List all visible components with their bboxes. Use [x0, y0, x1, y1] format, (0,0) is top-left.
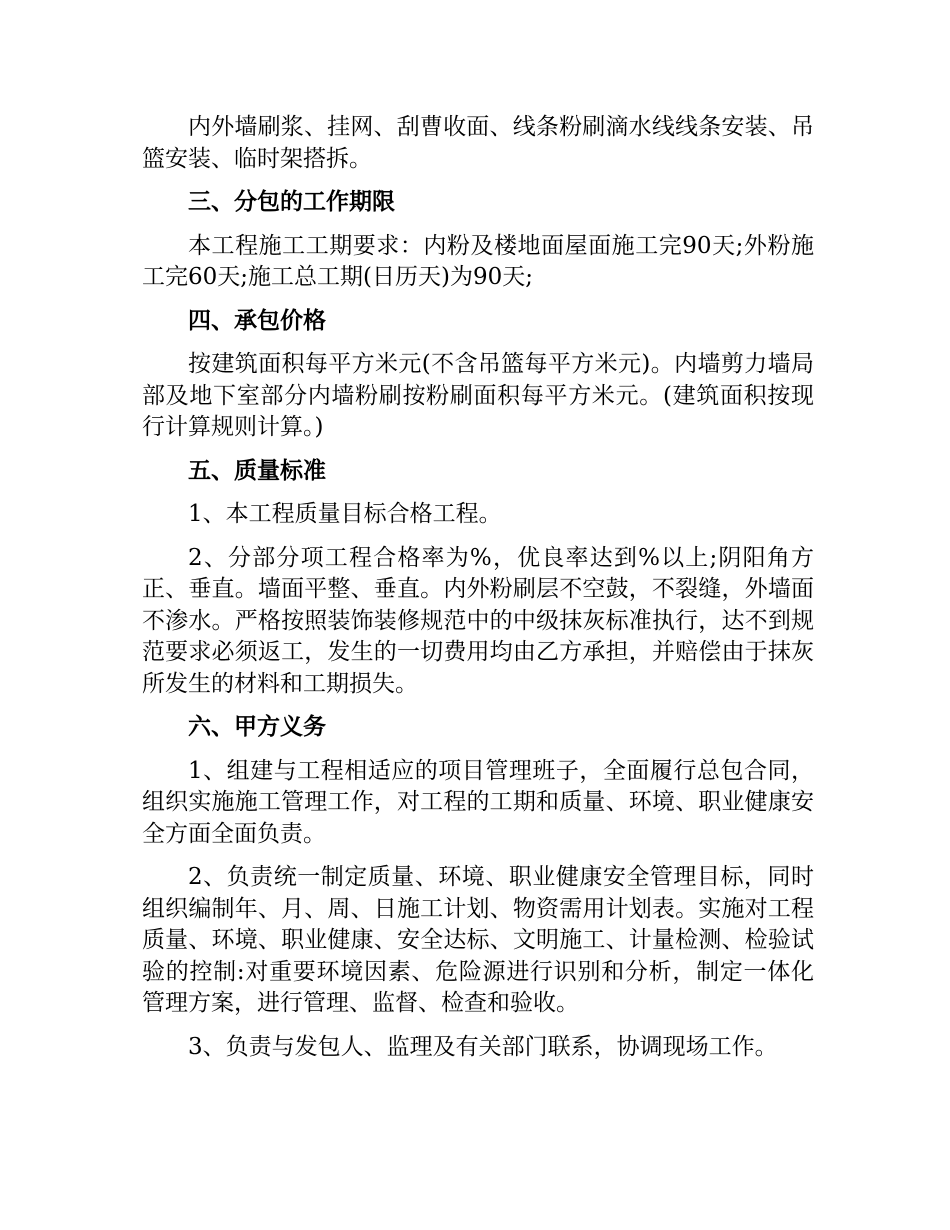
paragraph-quality-1: 1、本工程质量目标合格工程。: [188, 501, 502, 527]
heading-section-4: 四、承包价格: [188, 307, 326, 334]
paragraph-duty-1: 1、组建与工程相适应的项目管理班子，全面履行总包合同，组织实施施工管理工作，对工程的工期和质量、环境、职业健康安全方面全面负责。: [142, 757, 814, 847]
paragraph-duty-2: 2、负责统一制定质量、环境、职业健康安全管理目标，同时组织编制年、月、周、日施工计划、物资需用计划表。实施对工程质量、环境、职业健康、安全达标、文明施工、计量检测、检验试验的控制:对重要环境因素、危险源进行识别和分析，制定一体化管理方案，进行管理、监督、检查和验收。: [142, 864, 814, 1016]
paragraph-duty-3: 3、负责与发包人、监理及有关部门联系，协调现场工作。: [188, 1033, 778, 1060]
paragraph-quality-2: 2、分部分项工程合格率为%，优良率达到%以上;阴阳角方正、垂直。墙面平整、垂直。内外粉刷层不空鼓，不裂缝，外墙面不渗水。严格按照装饰装修规范中的中级抹灰标准执行，达不到规范要求必须返工，发生的一切费用均由乙方承担，并赔偿由于抹灰所发生的材料和工期损失。: [142, 544, 814, 697]
heading-section-3: 三、分包的工作期限: [188, 189, 395, 215]
paragraph-plastering-scope: 内外墙刷浆、挂网、刮曹收面、线条粉刷滴水线线条安装、吊篮安装、临时架搭拆。: [142, 114, 814, 172]
heading-section-6: 六、甲方义务: [188, 714, 326, 740]
heading-section-5: 五、质量标准: [188, 457, 326, 484]
document-page: [142, 112, 814, 1063]
paragraph-schedule: 本工程施工工期要求：内粉及楼地面屋面施工完90天;外粉施工完60天;施工总工期(日历天)为90天;: [142, 232, 814, 290]
paragraph-price: 按建筑面积每平方米元(不含吊篮每平方米元)。内墙剪力墙局部及地下室部分内墙粉刷按粉刷面积每平方米元。(建筑面积按现行计算规则计算。): [142, 351, 814, 440]
